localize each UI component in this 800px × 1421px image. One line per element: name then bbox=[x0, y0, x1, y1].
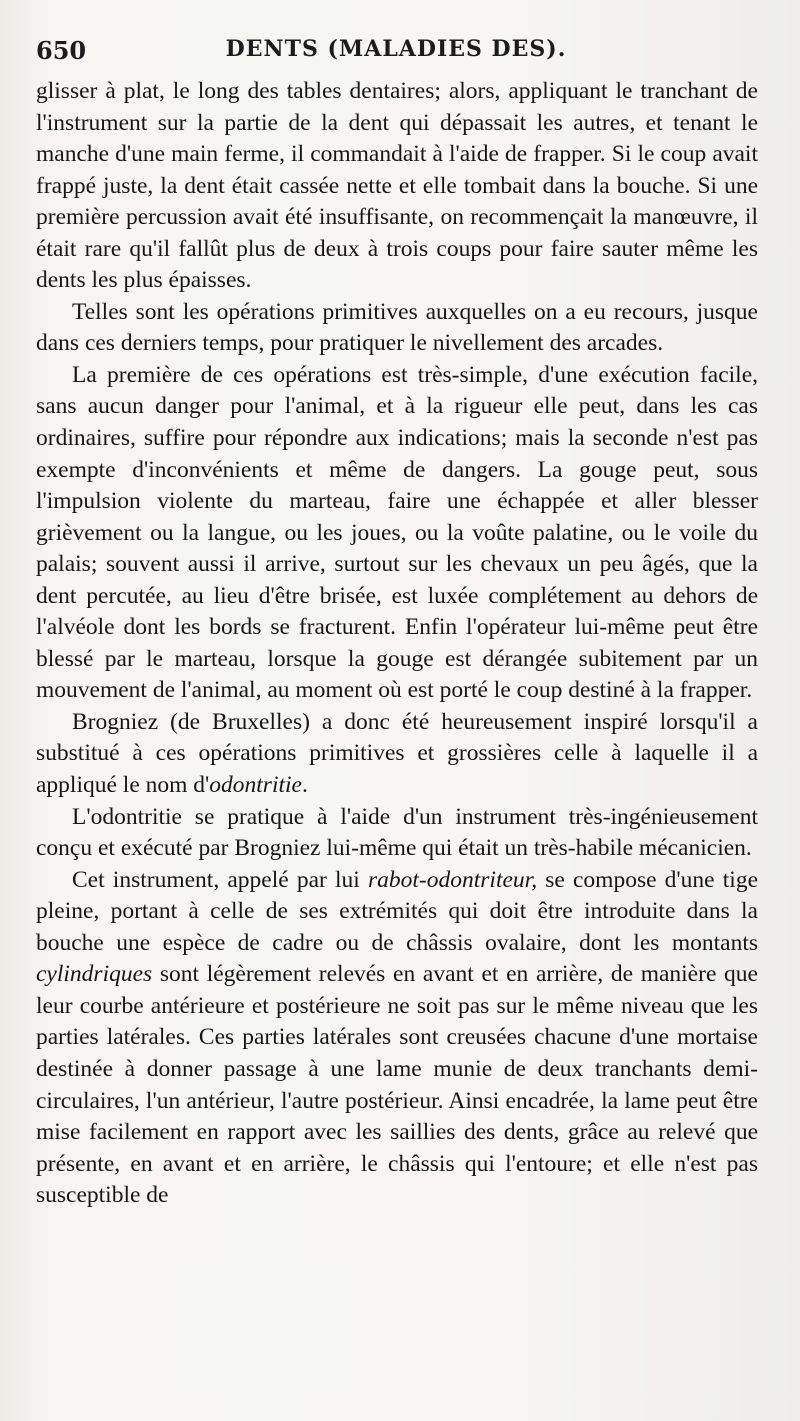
paragraph-6 bbox=[36, 865, 758, 1212]
page-header bbox=[36, 30, 756, 70]
body-text bbox=[36, 76, 758, 1212]
paragraph-5: L'odontritie se pratique à l'aide d'un instrument très-ingénieusement conçu et exécuté par Brogniez lui-même qui était un très-habile mécanicien. bbox=[36, 803, 758, 862]
paragraph-6-text-end: sont légèrement relevés en avant et en arrière, de manière que leur courbe antérieure et postérieure ne soit pas sur le même niveau que les parties latérales. Ces parties latérales sont creusées chacune d'une mortaise destinée à donner passage à une lame munie de deux tranchants demi-circulaires, l'un antérieur, l'autre postérieur. Ainsi encadrée, la lame peut être mise facilement en rapport avec les saillies des dents, grâce au relevé que présente, en avant et en arrière, le châssis qui l'entoure; et elle n'est pas susceptible de bbox=[36, 961, 758, 1209]
paragraph-1: glisser à plat, le long des tables dentaires; alors, appliquant le tranchant de l'instrument sur la partie de la dent qui dépassait les autres, et tenant le manche d'une main ferme, il commandait à l'aide de frapper. Si le coup avait frappé juste, la dent était cassée nette et elle tombait dans la bouche. Si une première percussion avait été insuffisante, on recommençait la manœuvre, il était rare qu'il fallût plus de deux à trois coups pour faire sauter même les dents les plus épaisses. bbox=[36, 78, 758, 294]
term-rabot-odontriteur: rabot-odontriteur, bbox=[367, 866, 538, 893]
paragraph-3: La première de ces opérations est très-simple, d'une exécution facile, sans aucun danger pour l'animal, et à la rigueur elle peut, dans les cas ordinaires, suffire pour répondre aux indications; mais la seconde n'est pas exempte d'inconvénients et même de dangers. La gouge peut, sous l'impulsion violente du marteau, faire une échappée et aller blesser grièvement ou la langue, ou les joues, ou la voûte palatine, ou le voile du palais; souvent aussi il arrive, surtout sur les chevaux un peu âgés, que la dent percutée, au lieu d'être brisée, est luxée complétement au dehors de l'alvéole dont les bords se fracturent. Enfin l'opérateur lui-même peut être blessé par le marteau, lorsque la gouge est dérangée subitement par un mouvement de l'animal, au moment où est porté le coup destiné à la frapper. bbox=[36, 361, 758, 704]
running-head: DENTS (MALADIES DES). bbox=[225, 36, 567, 62]
paragraph-4-text: Brogniez (de Bruxelles) a donc été heureusement inspiré lorsqu'il a substitué à ces opérations primitives et grossières celle à laquelle il a appliqué le nom d' bbox=[36, 708, 758, 799]
paragraph-2: Telles sont les opérations primitives auxquelles on a eu recours, jusque dans ces derniers temps, pour pratiquer le nivellement des arcades. bbox=[36, 298, 758, 357]
paragraph-4 bbox=[36, 707, 758, 802]
term-odontritie: odontritie bbox=[209, 772, 302, 799]
paragraph-4-end: . bbox=[301, 772, 308, 799]
term-cylindriques: cylindriques bbox=[36, 961, 153, 988]
paragraph-6-text-middle: se compose d'une tige pleine, portant à celle de ses extrémités qui doit être introduite dans la bouche une espèce de cadre ou de châssis ovalaire, dont les montants bbox=[36, 866, 758, 956]
page-number: 650 bbox=[36, 36, 87, 65]
paragraph-6-text-start: Cet instrument, appelé par lui bbox=[72, 866, 368, 893]
